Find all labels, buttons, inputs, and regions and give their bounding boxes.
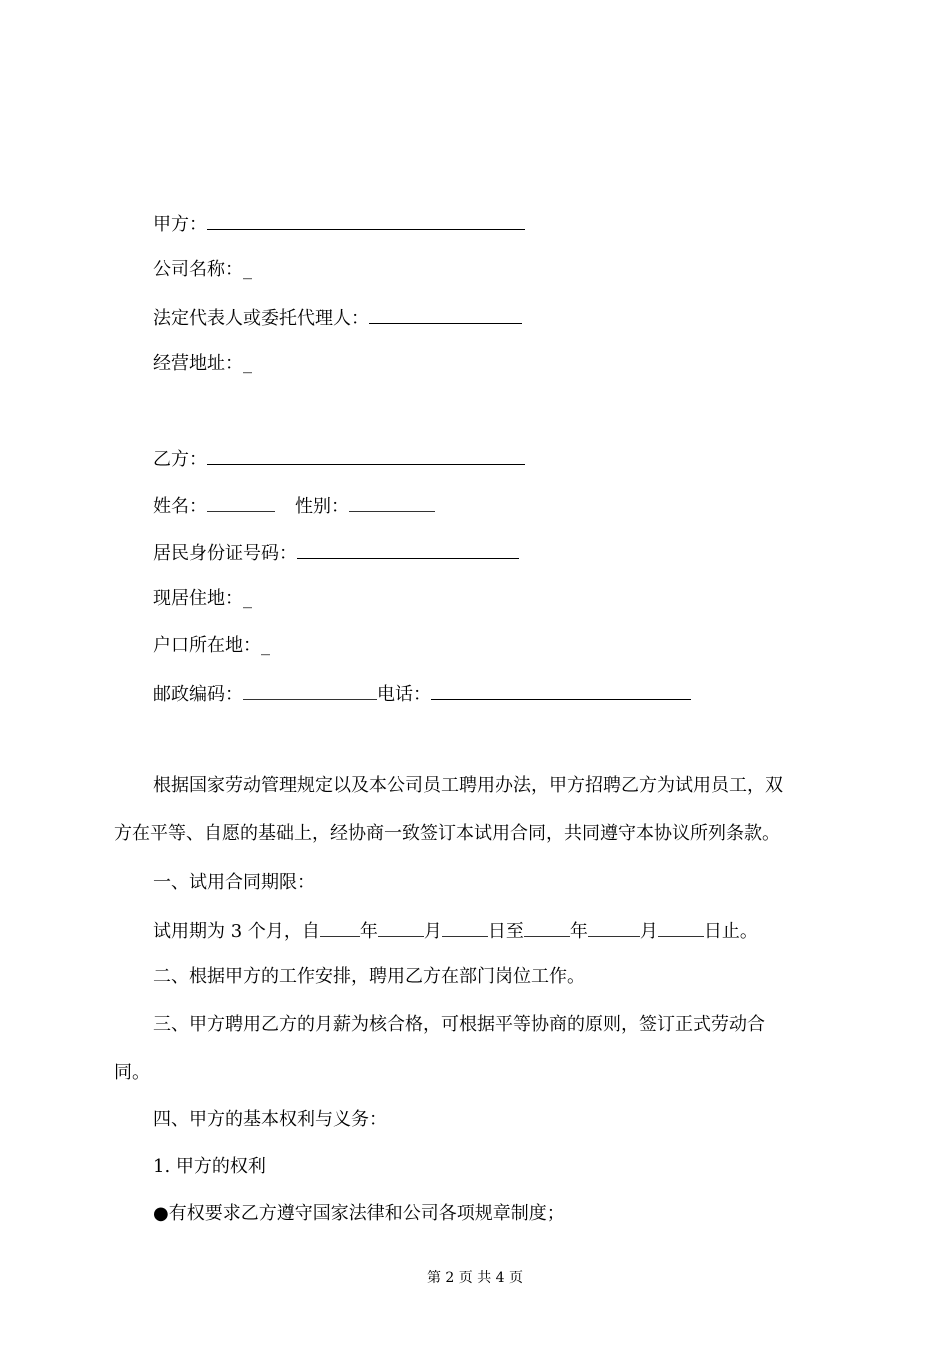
party-b-label: 乙方： <box>153 449 207 470</box>
section-1-title: 一、试用合同期限： <box>153 872 315 893</box>
name-gender-line <box>153 494 435 518</box>
residence-label: 现居住地： <box>153 588 243 609</box>
postcode-blank[interactable] <box>243 682 377 700</box>
page-footer: 第 2 页 共 4 页 <box>426 1270 524 1286</box>
hukou-mark[interactable]: _ <box>261 635 270 656</box>
business-address-mark[interactable]: _ <box>243 353 252 374</box>
start-year-blank[interactable] <box>320 919 360 937</box>
residence-mark[interactable]: _ <box>243 588 252 609</box>
hukou-label: 户口所在地： <box>153 635 261 656</box>
section-3-line-2: 同。 <box>114 1062 150 1083</box>
business-address-label: 经营地址： <box>153 353 243 374</box>
legal-rep-blank[interactable] <box>369 306 522 324</box>
name-label: 姓名： <box>153 496 207 517</box>
day-to-label: 日至 <box>487 921 524 942</box>
party-a-blank[interactable] <box>207 212 525 230</box>
trial-period-line <box>153 919 758 943</box>
end-month-blank[interactable] <box>588 919 640 937</box>
start-month-label: 月 <box>423 921 442 942</box>
party-a-label: 甲方： <box>153 214 207 235</box>
end-month-label: 月 <box>639 921 658 942</box>
postcode-label: 邮政编码： <box>153 684 243 705</box>
company-name-line <box>153 259 252 281</box>
end-year-blank[interactable] <box>524 919 570 937</box>
section-3-line-1: 三、甲方聘用乙方的月薪为核合格，可根据平等协商的原则，签订正式劳动合 <box>153 1014 765 1035</box>
id-number-label: 居民身份证号码： <box>153 543 297 564</box>
business-address-line <box>153 353 252 375</box>
end-year-label: 年 <box>569 921 588 942</box>
right-bullet-1: ●有权要求乙方遵守国家法律和公司各项规章制度； <box>153 1203 565 1224</box>
section-4-1-title: 1. 甲方的权利 <box>153 1156 266 1177</box>
end-day-blank[interactable] <box>658 919 704 937</box>
intro-line-1: 根据国家劳动管理规定以及本公司员工聘用办法，甲方招聘乙方为试用员工，双 <box>153 775 783 796</box>
legal-rep-label: 法定代表人或委托代理人： <box>153 308 369 329</box>
hukou-line <box>153 635 270 657</box>
company-name-label: 公司名称： <box>153 259 243 280</box>
party-b-blank[interactable] <box>207 447 525 465</box>
gender-blank[interactable] <box>349 494 435 512</box>
start-day-blank[interactable] <box>442 919 488 937</box>
intro-line-2: 方在平等、自愿的基础上，经协商一致签订本试用合同，共同遵守本协议所列条款。 <box>114 823 780 844</box>
id-number-blank[interactable] <box>297 541 519 559</box>
section-2: 二、根据甲方的工作安排，聘用乙方在部门岗位工作。 <box>153 966 585 987</box>
section-4-title: 四、甲方的基本权利与义务： <box>153 1109 387 1130</box>
name-blank[interactable] <box>207 494 275 512</box>
residence-line <box>153 588 252 610</box>
party-b-line <box>153 447 525 471</box>
gender-label: 性别： <box>295 496 349 517</box>
start-month-blank[interactable] <box>378 919 424 937</box>
phone-blank[interactable] <box>431 682 691 700</box>
legal-rep-line <box>153 306 522 330</box>
start-year-label: 年 <box>359 921 378 942</box>
id-number-line <box>153 541 519 565</box>
day-end-label: 日止。 <box>703 921 758 942</box>
company-name-mark[interactable]: _ <box>243 259 252 280</box>
party-a-line <box>153 212 525 236</box>
phone-label: 电话： <box>377 684 431 705</box>
trial-period-prefix: 试用期为 3 个月，自 <box>153 921 320 942</box>
postcode-phone-line <box>153 682 691 706</box>
